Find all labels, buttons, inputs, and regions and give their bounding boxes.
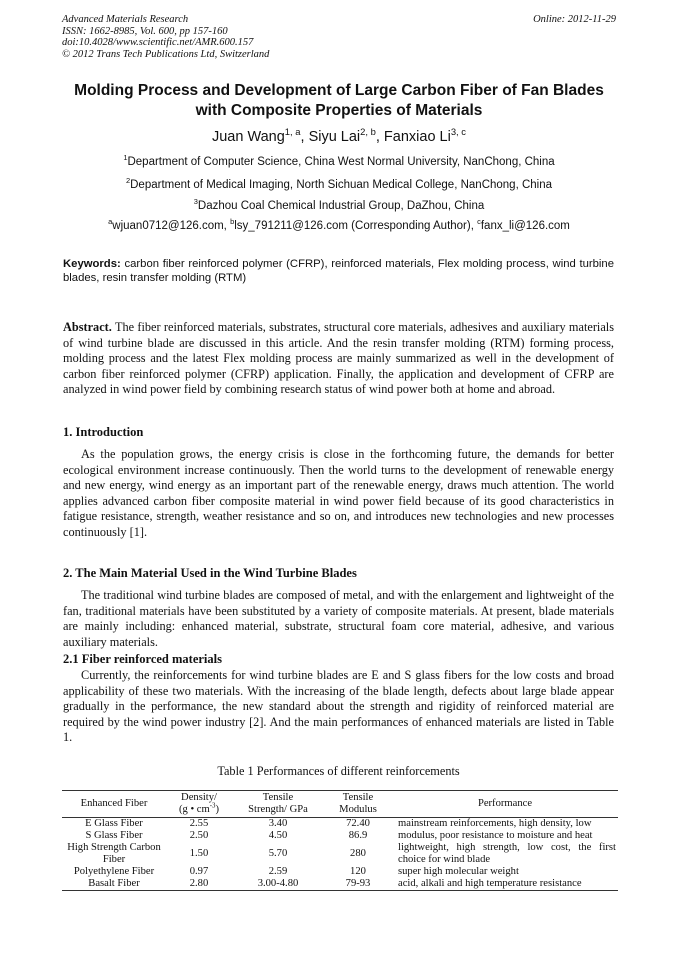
cell-strength: 4.50 bbox=[268, 830, 288, 841]
abstract bbox=[63, 320, 614, 398]
keywords-text: carbon fiber reinforced polymer (CFRP), reinforced materials, Flex molding process, wind turbine blades, resin transfer molding (RTM) bbox=[63, 258, 614, 284]
doi-line: doi:10.4028/www.scientific.net/AMR.600.157 bbox=[62, 37, 254, 48]
affiliation-text: Department of Medical Imaging, North Sichuan Medical College, NanChong, China bbox=[130, 179, 553, 191]
abstract-label: Abstract. bbox=[63, 320, 112, 334]
author-sup: 3, c bbox=[450, 126, 466, 138]
cell-fiber: Polyethylene Fiber bbox=[73, 866, 155, 877]
cell-performance: lightweight, high strength, low cost, the first choice for wind blade bbox=[398, 842, 616, 865]
affiliation-sup: 1 bbox=[123, 153, 128, 163]
title-line-2: with Composite Properties of Materials bbox=[195, 102, 483, 119]
cell-fiber: S Glass Fiber bbox=[85, 830, 143, 841]
table-caption: Table 1 Performances of different reinforcements bbox=[217, 764, 460, 778]
abstract-text: The fiber reinforced materials, substrates, structural core materials, adhesives and auxiliary materials of wind turbine blade are discussed in this article. And the resin transfer molding (RTM) forming process, molding process and the latest Flex molding process are mainly summarized as well in the development of carbon fiber reinforced polymer (CFRP) application. Finally, the application and development of CFRP are analyzed in wind power field by combining research status of wind power both at home and abroad. bbox=[63, 320, 614, 396]
cell-performance: acid, alkali and high temperature resistance bbox=[392, 878, 618, 891]
affiliation-1 bbox=[40, 153, 638, 168]
online-date: Online: 2012-11-29 bbox=[533, 14, 616, 25]
author-emails bbox=[40, 217, 638, 232]
cell-modulus: 72.40 bbox=[346, 818, 370, 829]
cell-fiber: High Strength Carbon Fiber bbox=[67, 842, 161, 865]
title-line-1: Molding Process and Development of Large Carbon Fiber of Fan Blades bbox=[74, 82, 604, 99]
table-row bbox=[62, 878, 618, 891]
journal-name: Advanced Materials Research bbox=[62, 14, 189, 25]
header-performance: Performance bbox=[392, 791, 618, 818]
header-density-sup: -3 bbox=[209, 802, 216, 810]
author-sup: 1, a bbox=[284, 126, 301, 138]
cell-strength: 5.70 bbox=[268, 848, 288, 859]
subsection-heading-fiber: 2.1 Fiber reinforced materials bbox=[63, 652, 222, 666]
section-heading-main-material: 2. The Main Material Used in the Wind Turbine Blades bbox=[63, 566, 357, 580]
author-name: Juan Wang bbox=[211, 129, 285, 145]
keywords bbox=[63, 258, 614, 285]
cell-density: 0.97 bbox=[189, 866, 209, 877]
copyright-line: © 2012 Trans Tech Publications Ltd, Switzerland bbox=[62, 48, 270, 60]
author-list: Juan Wang$^{1, a}$, Siyu Lai$^{2, b}$, Fanxiao Li$^{3, c}$ bbox=[211, 126, 466, 145]
header-modulus-line1: Tensile bbox=[342, 792, 374, 803]
affiliation-2 bbox=[40, 176, 638, 191]
header-density-unit: (g • cm bbox=[178, 804, 210, 815]
author-name: Siyu Lai bbox=[308, 129, 361, 145]
cell-modulus: 280 bbox=[350, 848, 366, 859]
header-tensile-modulus bbox=[324, 791, 392, 818]
cell-modulus: 79-93 bbox=[324, 878, 392, 891]
header-density-close: ) bbox=[215, 804, 220, 815]
reinforcement-table bbox=[62, 790, 618, 891]
author-name: Fanxiao Li bbox=[383, 129, 451, 145]
affiliation-sup: 3 bbox=[193, 197, 198, 207]
cell-modulus: 120 bbox=[350, 866, 366, 877]
affiliation-text: Department of Computer Science, China West Normal University, NanChong, China bbox=[127, 156, 555, 168]
introduction-paragraph: As the population grows, the energy crisis is close in the forthcoming future, the demands for better ecological environment increase continuously. Then the world turns to the development of renewable energy and new energy, wind energy as an important part of the renewable energy, draws much attention. The world applies advanced carbon fiber composite material in wind power field because of its good characteristics in fatigue resistance, strength, weather resistance and so on, and introduces new technologies and new processes continuously [1]. bbox=[63, 447, 614, 539]
cell-density: 1.50 bbox=[189, 848, 209, 859]
header-strength-line1: Tensile bbox=[262, 792, 294, 803]
cell-performance: modulus, poor resistance to moisture and heat bbox=[398, 830, 593, 841]
header-tensile-strength bbox=[232, 791, 324, 818]
cell-density: 2.80 bbox=[166, 878, 232, 891]
cell-density: 2.55 bbox=[189, 818, 209, 829]
table-row bbox=[62, 830, 618, 842]
email-sup: b bbox=[230, 217, 235, 227]
keywords-label: Keywords: bbox=[63, 258, 121, 270]
header-enhanced-fiber: Enhanced Fiber bbox=[62, 791, 166, 818]
paper-title bbox=[40, 81, 638, 121]
table-row bbox=[62, 866, 618, 878]
author-sup: 2, b bbox=[360, 126, 376, 138]
cell-performance: super high molecular weight bbox=[398, 866, 519, 877]
cell-strength: 3.00-4.80 bbox=[232, 878, 324, 891]
email-sup: c bbox=[477, 217, 481, 227]
header-density bbox=[166, 791, 232, 818]
cell-strength: 2.59 bbox=[268, 866, 288, 877]
header-strength-line2: Strength/ GPa bbox=[248, 804, 308, 815]
email-c: fanx_li@126.com bbox=[480, 220, 570, 232]
section-heading-introduction: 1. Introduction bbox=[63, 425, 144, 439]
issn-line: ISSN: 1662-8985, Vol. 600, pp 157-160 bbox=[62, 25, 228, 37]
header-modulus-line2: Modulus bbox=[339, 804, 377, 815]
cell-density: 2.50 bbox=[189, 830, 209, 841]
journal-header bbox=[62, 14, 616, 60]
cell-strength: 3.40 bbox=[268, 818, 288, 829]
cell-performance: mainstream reinforcements, high density, low bbox=[398, 818, 592, 829]
table-row bbox=[62, 842, 618, 866]
table-row bbox=[62, 818, 618, 831]
cell-fiber: Basalt Fiber bbox=[62, 878, 166, 891]
header-density-line2 bbox=[168, 804, 230, 816]
cell-modulus: 86.9 bbox=[348, 830, 368, 841]
cell-fiber: E Glass Fiber bbox=[85, 818, 143, 829]
email-a: wjuan0712@126.com, bbox=[112, 220, 227, 232]
header-density-line1: Density/ bbox=[181, 792, 217, 803]
affiliation-3 bbox=[40, 197, 638, 212]
email-b: lsy_791211@126.com (Corresponding Author), bbox=[234, 220, 474, 232]
main-material-paragraph: The traditional wind turbine blades are composed of metal, and with the enlargement and lightweight of the fan, traditional materials have been substituted by a variety of composite materials. At present, blade materials are mainly including: enhanced material, substrate, structural foam core material, adhesive, and various auxiliary materials. bbox=[63, 588, 614, 649]
affiliation-text: Dazhou Coal Chemical Industrial Group, DaZhou, China bbox=[197, 200, 485, 212]
affiliation-sup: 2 bbox=[125, 176, 131, 186]
email-sup: a bbox=[108, 217, 113, 227]
fiber-paragraph: Currently, the reinforcements for wind turbine blades are E and S glass fibers for the low costs and broad applicability of these two materials. With the increasing of the blade length, defects about large blade appear gradually in the performance, the new standard about the strength and rigidity of reinforced material are required by the wind power industry [2]. And the main performances of enhanced materials are listed in Table 1. bbox=[63, 668, 614, 744]
